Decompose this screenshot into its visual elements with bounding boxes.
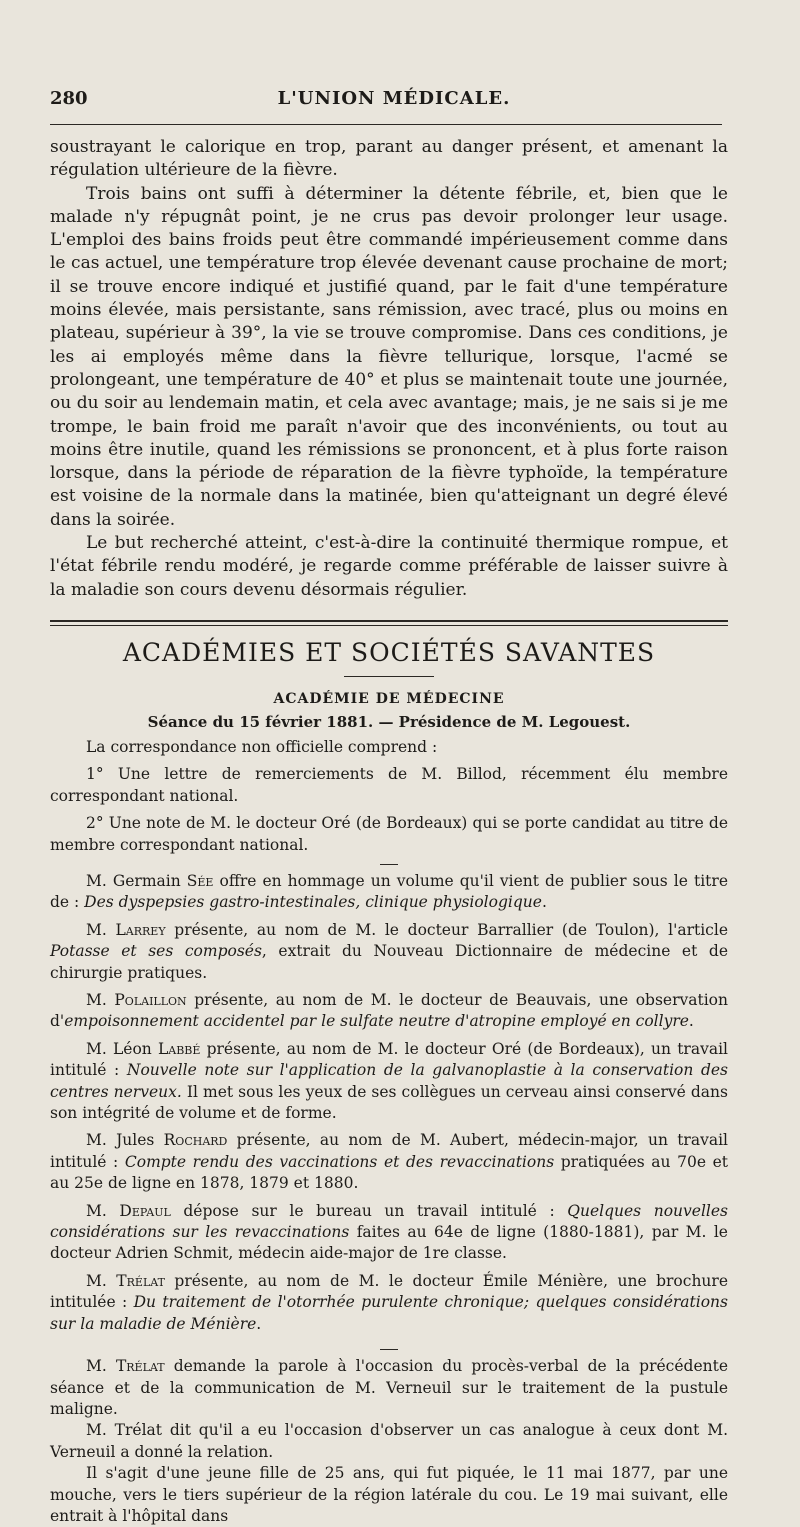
journal-title: L'UNION MÉDICALE. [277,88,511,109]
academy-title: ACADÉMIE DE MÉDECINE [273,690,505,707]
section-rule-thin [50,625,728,626]
work-title: Du traitement de l'otorrhée purulente chronique; quelques considérations sur la maladie de Ménière [50,1293,728,1333]
section-rule-thick [50,620,728,622]
author-name: Rochard [163,1131,228,1150]
text: Il met sous les yeux de ses collègues un cerveau ainsi conservé dans son intégrité de volume et de forme. [50,1082,728,1123]
text: pratiquées au 70e et au 25e de ligne en 1878, 1879 et 1880. [50,1152,728,1193]
author-name: Trélat [115,1357,165,1376]
continuation-paragraph-1: soustrayant le calorique en trop, parant au danger présent, et amenant la régulation ultérieure de la fièvre. [50,137,728,181]
author-name: Trélat [116,1271,165,1290]
author-name: Labbé [157,1039,201,1058]
proceedings [50,737,728,1527]
presentation-larrey [50,920,728,984]
text: . [256,1314,262,1333]
author-name: Depaul [119,1201,171,1220]
text: M. [86,1201,120,1220]
continuation-paragraph-2: Trois bains ont suffi à déterminer la détente fébrile, et, bien que le malade n'y répugnât point, je ne crus pas devoir prolonger leur usage. L'emploi des bains froids peut être commandé impérieusement comme dans le cas actuel, une température trop élevée devenant cause prochaine de mort; il se trouve encore indiqué et justifié quand, par le fait d'une température moins élevée, mais persistante, sans rémission, avec tracé, plus ou moins en plateau, supérieur à 39°, la vie se trouve compromise. Dans ces conditions, je les ai employés même dans la fièvre tellurique, lorsque, l'acmé se prolongeant, une température de 40° et plus se maintenait toute une journée, ou du soir au lendemain matin, et cela avec avantage; mais, je ne sais si je me trompe, le bain froid me paraît n'avoir que des inconvénients, ou tout au moins être inutile, quand les rémissions se prononcent, et à plus forte raison lorsque, dans la période de réparation de la fièvre typhoïde, la température est voisine de la normale dans la matinée, bien qu'atteignant un degré élevé dans la soirée. [50,183,728,530]
work-title: Potasse et ses composés [50,942,262,961]
correspondance-intro: La correspondance non officielle comprend : [86,737,438,756]
session-line: Séance du 15 février 1881. — Présidence de M. Legouest. [147,712,631,731]
text: offre en hommage un volume qu'il vient de publier sous le titre de : [50,871,728,912]
text: M. [86,1271,117,1290]
text: . [688,1012,694,1031]
text: M. [86,1357,116,1376]
correspondance-item-1: 1° Une lettre de remerciements de M. Billod, récemment élu membre correspondant national. [50,765,728,805]
work-title: Quelques nouvelles considérations sur les revaccinations [50,1201,728,1242]
presentation-polaillon [50,990,728,1033]
work-title: empoisonnement accidentel par le sulfate neutre d'atropine employé en collyre [64,1012,689,1031]
correspondance-item-2: 2° Une note de M. le docteur Oré (de Bordeaux) qui se porte candidat au titre de membre correspondant national. [50,814,728,854]
running-head [50,88,738,114]
author-name: Sée [186,871,214,890]
text: présente, au nom de M. le docteur Oré (de Bordeaux), un travail intitulé : [50,1039,728,1080]
text: dépose sur le bureau un travail intitulé : [170,1201,568,1220]
separator-dash [380,1349,398,1350]
separator-dash [380,864,398,865]
author-name: Polaillon [114,991,187,1009]
author-name: Larrey [115,920,166,939]
text: présente, au nom de M. le docteur de Beauvais, une observation d' [50,991,728,1031]
text: présente, au nom de M. le docteur Émile Ménière, une brochure intitulée : [50,1271,728,1312]
header-rule [50,124,722,125]
text: . [541,893,547,912]
work-title: Des dyspepsies gastro-intestinales, clinique physiologique [84,893,542,912]
work-title: Nouvelle note sur l'application de la galvanoplastie à la conservation des centres nerveux. [50,1061,729,1101]
presentation-rochard [50,1130,728,1194]
text: présente, au nom de M. le docteur Barrallier (de Toulon), l'article [165,920,728,939]
discussion-paragraph-2: M. Trélat dit qu'il a eu l'occasion d'observer un cas analogue à ceux dont M. Verneuil a donné la relation. [50,1421,728,1461]
page-number: 280 [50,88,88,109]
continuation-paragraph-3: Le but recherché atteint, c'est-à-dire la continuité thermique rompue, et l'état fébrile rendu modéré, je regarde comme préférable de laisser suivre à la maladie son cours devenu désormais régulier. [50,533,728,600]
text: faites au 64e de ligne (1880-1881), par M. le docteur Adrien Schmit, médecin aide-major de 1re classe. [50,1223,728,1263]
discussion-paragraph-3: Il s'agit d'une jeune fille de 25 ans, qui fut piquée, le 11 mai 1877, par une mouche, vers le tiers supérieur de la région latérale du cou. Le 19 mai suivant, elle entrait à l'hôpital dans [50,1464,728,1525]
text: demande la parole à l'occasion du procès-verbal de la précédente séance et de la communication de M. Verneuil sur le traitement de la pustule maligne. [50,1357,729,1418]
text: , extrait du Nouveau Dictionnaire de médecine et de chirurgie pratiques. [50,942,728,982]
work-title: Compte rendu des vaccinations et des revaccinations [124,1152,555,1171]
text: M. Léon [86,1039,158,1058]
presentation-depaul [50,1201,728,1265]
presentation-labbe [50,1039,728,1125]
discussion-paragraph-1 [50,1356,728,1420]
presentation-trelat [50,1271,728,1335]
text: M. Jules [86,1131,164,1150]
text: M. Germain [86,871,187,890]
page-body [50,136,728,1527]
section-title: ACADÉMIES ET SOCIÉTÉS SAVANTES [122,637,656,667]
presentation-see [50,871,728,914]
text: présente, au nom de M. Aubert, médecin-major, un travail intitulé : [50,1131,728,1171]
text: M. [86,991,115,1009]
section-short-rule [344,676,434,677]
text: M. [86,920,116,939]
